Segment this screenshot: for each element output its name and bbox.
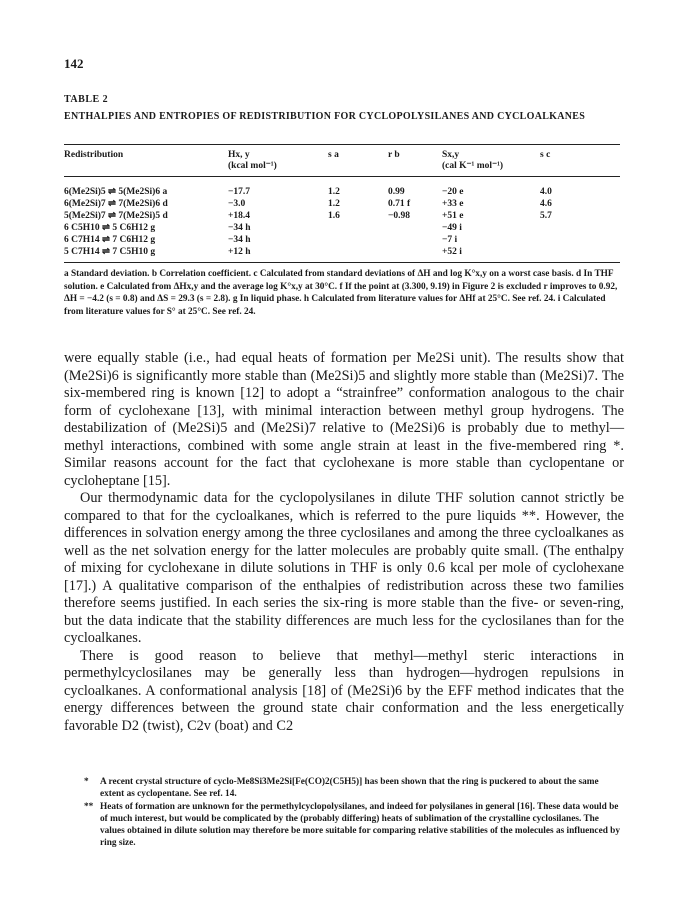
cell-sxy: +33 e	[442, 199, 464, 209]
cell-reaction: 5(Me2Si)7 ⇌ 7(Me2Si)5 d	[64, 211, 168, 221]
cell-h: −17.7	[228, 187, 251, 197]
table-bottom-rule	[64, 262, 620, 263]
table-label: TABLE 2	[64, 94, 109, 105]
cell-s: 1.6	[328, 211, 340, 221]
footnote	[84, 801, 620, 849]
footnote	[84, 776, 620, 800]
cell-h: +12 h	[228, 247, 251, 257]
footnote-mark: **	[84, 802, 94, 812]
body-paragraph: Our thermodynamic data for the cyclopolysilanes in dilute THF solution cannot strictly be compared to that for the cycloalkanes, which is referred to the pure liquids **. However, the differences in solvation energy among the three cyclosilanes and among the three cycloalkanes as well as the net solvation energy for the latter molecules are probably quite small. (The enthalpy of mixing for cyclohexane in dilute solutions in THF is only 0.6 kcal per mole of cyclohexane [17].) A qualitative comparison of the enthalpies of redistribution across these two families therefore seems justified. In each series the six-ring is more stable than the five- or seven-ring, but the data indicate that the stability differences are much less for the cyclosilanes than for the cycloalkanes.	[64, 490, 624, 646]
header-hxy-unit: (kcal mol⁻¹)	[228, 161, 277, 171]
header-sxy-unit: (cal K⁻¹ mol⁻¹)	[442, 161, 504, 171]
header-hxy: Hx, y	[228, 150, 250, 160]
cell-sxy: −49 i	[442, 223, 462, 233]
cell-h: +18.4	[228, 211, 251, 221]
footnote-mark: *	[84, 777, 89, 787]
table-top-rule	[64, 144, 620, 145]
cell-h: −3.0	[228, 199, 246, 209]
footnote-text: A recent crystal structure of cyclo-Me8Si3Me2Si[Fe(CO)2(C5H5)] has been shown that the ring is puckered to about the same extent as cyclopentane. See ref. 14.	[100, 777, 599, 799]
page-number: 142	[64, 56, 84, 71]
cell-reaction: 6 C7H14 ⇌ 7 C6H12 g	[64, 235, 156, 245]
page-footnotes	[84, 776, 620, 850]
footnote-text: Heats of formation are unknown for the permethylcyclopolysilanes, and indeed for polysilanes in general [16]. These data would be of much interest, but would be complicated by the (probably differing) heats of sublimation of the crystalline cyclosilanes. The values obtained in dilute solution may therefore be more suitable for comparing relative stabilities of the molecules as influenced by ring size.	[100, 802, 621, 848]
cell-r: 0.71 f	[388, 199, 411, 209]
table-header-rule	[64, 176, 620, 177]
cell-r: 0.99	[388, 187, 405, 197]
header-sxy: Sx,y	[442, 150, 460, 160]
table-footnotes: a Standard deviation. b Correlation coefficient. c Calculated from standard deviations of ΔH and log K°x,y on a worst case basis. d In THF solution. e Calculated from ΔHx,y and the average log K°x,y at 30°C. f If the point at (3.300, 9.19) in Figure 2 is excluded r improves to 0.92, ΔH = −4.2 (s = 0.8) and ΔS = 29.3 (s = 2.8). g In liquid phase. h Calculated from literature values for ΔHf at 25°C. See ref. 24. i Calculated from literature values for S° at 25°C. See ref. 24.	[64, 269, 618, 317]
cell-s2: 4.0	[540, 187, 552, 197]
cell-reaction: 6 C5H10 ⇌ 5 C6H12 g	[64, 223, 156, 233]
cell-s: 1.2	[328, 199, 340, 209]
header-redistribution: Redistribution	[64, 150, 124, 160]
header-s: s a	[328, 150, 339, 160]
cell-sxy: +51 e	[442, 211, 464, 221]
cell-reaction: 6(Me2Si)7 ⇌ 7(Me2Si)6 d	[64, 199, 168, 209]
cell-s2: 4.6	[540, 199, 552, 209]
cell-sxy: +52 i	[442, 247, 462, 257]
body-paragraph: were equally stable (i.e., had equal heats of formation per Me2Si unit). The results show that (Me2Si)6 is significantly more stable than (Me2Si)5 and slightly more stable than (Me2Si)7. The six-membered ring is known [12] to adopt a “strainfree” conformation analogous to the chair form of cyclohexane [13], with minimal interaction between methyl group hydrogens. The destabilization of (Me2Si)5 and (Me2Si)7 relative to (Me2Si)6 is probably due to methyl—methyl interactions, combined with some angle strain at least in the five-membered ring *. Similar reasons account for the fact that cyclohexane is more stable than cyclopentane or cycloheptane [15].	[64, 350, 624, 489]
body-text	[64, 350, 624, 735]
cell-h: −34 h	[228, 223, 251, 233]
cell-sxy: −20 e	[442, 187, 464, 197]
body-paragraph: There is good reason to believe that methyl—methyl steric interactions in permethylcyclosilanes may be generally less than hydrogen—hydrogen repulsions in cycloalkanes. A conformational analysis [18] of (Me2Si)6 by the EFF method indicates that the energy differences between the ground state chair conformation and the less energetically favorable D2 (twist), C2v (boat) and C2	[64, 647, 624, 734]
table-caption: ENTHALPIES AND ENTROPIES OF REDISTRIBUTION FOR CYCLOPOLYSILANES AND CYCLOALKANES	[64, 111, 586, 122]
cell-reaction: 5 C7H14 ⇌ 7 C5H10 g	[64, 247, 156, 257]
cell-r: −0.98	[388, 211, 411, 221]
cell-s: 1.2	[328, 187, 340, 197]
cell-sxy: −7 i	[442, 235, 458, 245]
cell-h: −34 h	[228, 235, 251, 245]
cell-s2: 5.7	[540, 211, 552, 221]
header-r: r b	[388, 150, 400, 160]
header-s2: s c	[540, 150, 551, 160]
cell-reaction: 6(Me2Si)5 ⇌ 5(Me2Si)6 a	[64, 187, 168, 197]
